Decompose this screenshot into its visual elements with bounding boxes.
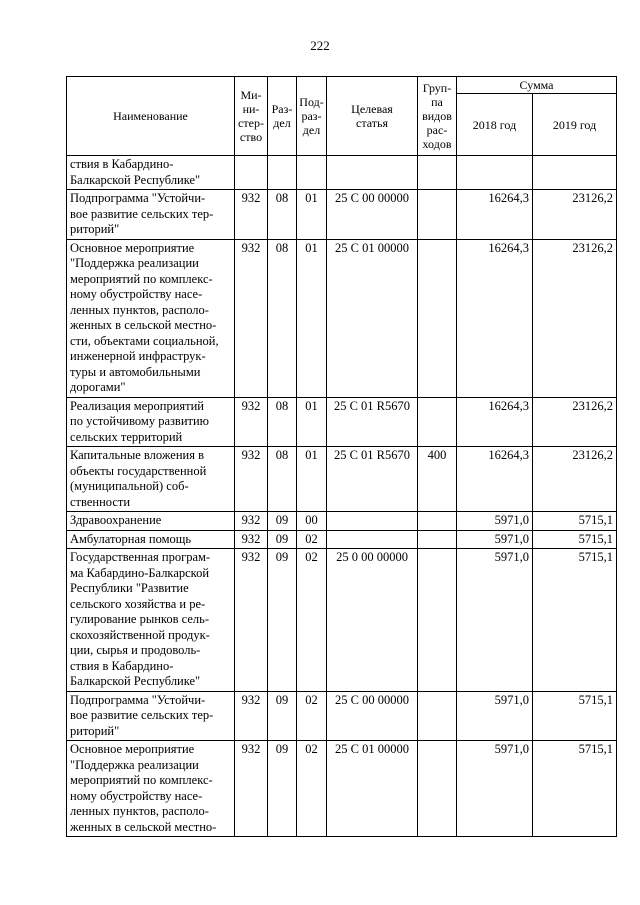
cell-name: Реализация мероприятий по устойчивому развитию сельских территорий xyxy=(67,397,235,447)
page-number: 222 xyxy=(310,38,330,53)
cell-group xyxy=(418,239,457,397)
cell-ministry: 932 xyxy=(235,549,268,692)
cell-2018: 16264,3 xyxy=(457,239,533,397)
cell-2019: 5715,1 xyxy=(533,549,617,692)
header-year-2019: 2019 год xyxy=(533,94,617,156)
table-row xyxy=(67,190,617,240)
header-year-2018: 2018 год xyxy=(457,94,533,156)
cell-2019: 5715,1 xyxy=(533,691,617,741)
cell-section: 08 xyxy=(268,447,297,512)
header-subsection: Под- раз- дел xyxy=(297,77,327,156)
cell-2019: 23126,2 xyxy=(533,239,617,397)
cell-2018 xyxy=(457,156,533,190)
cell-2019: 23126,2 xyxy=(533,190,617,240)
cell-target: 25 С 00 00000 xyxy=(327,691,418,741)
cell-name: Основное мероприятие "Поддержка реализации мероприятий по комплекс- ному обустройству насе- ленных пунктов, располо- женных в сельской местно- сти, объектами социальной, инженерной инфраструк- туры и автомобильными дорогами" xyxy=(67,239,235,397)
header-section: Раз- дел xyxy=(268,77,297,156)
cell-section: 09 xyxy=(268,530,297,549)
cell-2019: 5715,1 xyxy=(533,512,617,531)
cell-target: 25 С 01 R5670 xyxy=(327,397,418,447)
table-row xyxy=(67,239,617,397)
cell-section: 09 xyxy=(268,741,297,837)
cell-target xyxy=(327,512,418,531)
cell-target: 25 С 01 R5670 xyxy=(327,447,418,512)
cell-ministry: 932 xyxy=(235,239,268,397)
cell-subsection xyxy=(297,156,327,190)
cell-2019: 23126,2 xyxy=(533,447,617,512)
cell-2019: 5715,1 xyxy=(533,741,617,837)
cell-2018: 16264,3 xyxy=(457,397,533,447)
header-group: Груп- па видов рас- ходов xyxy=(418,77,457,156)
header-name: Наименование xyxy=(67,77,235,156)
cell-name: Амбулаторная помощь xyxy=(67,530,235,549)
table-row xyxy=(67,156,617,190)
cell-name: ствия в Кабардино- Балкарской Республике" xyxy=(67,156,235,190)
cell-subsection: 02 xyxy=(297,530,327,549)
cell-group xyxy=(418,397,457,447)
cell-group xyxy=(418,156,457,190)
cell-2018: 5971,0 xyxy=(457,512,533,531)
cell-section: 09 xyxy=(268,691,297,741)
cell-group xyxy=(418,512,457,531)
cell-ministry: 932 xyxy=(235,691,268,741)
cell-name: Основное мероприятие "Поддержка реализации мероприятий по комплекс- ному обустройству насе- ленных пунктов, располо- женных в сельской местно- xyxy=(67,741,235,837)
cell-group: 400 xyxy=(418,447,457,512)
cell-2019 xyxy=(533,156,617,190)
cell-2018: 5971,0 xyxy=(457,530,533,549)
cell-group xyxy=(418,549,457,692)
cell-target: 25 0 00 00000 xyxy=(327,549,418,692)
cell-2018: 16264,3 xyxy=(457,447,533,512)
cell-group xyxy=(418,190,457,240)
cell-section: 09 xyxy=(268,549,297,692)
table-row xyxy=(67,549,617,692)
cell-subsection: 01 xyxy=(297,447,327,512)
cell-target: 25 С 00 00000 xyxy=(327,190,418,240)
cell-name: Подпрограмма "Устойчи- вое развитие сельских тер- риторий" xyxy=(67,691,235,741)
header-target: Целевая статья xyxy=(327,77,418,156)
cell-group xyxy=(418,741,457,837)
cell-target xyxy=(327,156,418,190)
cell-section: 08 xyxy=(268,397,297,447)
cell-subsection: 01 xyxy=(297,239,327,397)
cell-name: Государственная програм- ма Кабардино-Балкарской Республики "Развитие сельского хозяйства и ре- гулирование рынков сель- скохозяйственной продук- ции, сырья и продоволь- ствия в Кабардино- Балкарской Республике" xyxy=(67,549,235,692)
cell-subsection: 01 xyxy=(297,397,327,447)
cell-2018: 5971,0 xyxy=(457,549,533,692)
cell-ministry: 932 xyxy=(235,190,268,240)
table-row xyxy=(67,447,617,512)
cell-ministry: 932 xyxy=(235,447,268,512)
cell-name: Капитальные вложения в объекты государственной (муниципальной) соб- ственности xyxy=(67,447,235,512)
cell-2018: 16264,3 xyxy=(457,190,533,240)
cell-subsection: 01 xyxy=(297,190,327,240)
cell-ministry: 932 xyxy=(235,397,268,447)
cell-target: 25 С 01 00000 xyxy=(327,741,418,837)
cell-name: Подпрограмма "Устойчи- вое развитие сельских тер- риторий" xyxy=(67,190,235,240)
cell-section: 08 xyxy=(268,239,297,397)
table-row xyxy=(67,397,617,447)
cell-ministry xyxy=(235,156,268,190)
cell-ministry: 932 xyxy=(235,530,268,549)
table-row xyxy=(67,530,617,549)
header-ministry: Ми- ни- стер- ство xyxy=(235,77,268,156)
cell-2018: 5971,0 xyxy=(457,691,533,741)
cell-target: 25 С 01 00000 xyxy=(327,239,418,397)
cell-2019: 23126,2 xyxy=(533,397,617,447)
cell-subsection: 02 xyxy=(297,691,327,741)
cell-subsection: 02 xyxy=(297,549,327,692)
header-sum: Сумма xyxy=(457,77,617,94)
cell-group xyxy=(418,530,457,549)
cell-ministry: 932 xyxy=(235,512,268,531)
cell-section: 08 xyxy=(268,190,297,240)
table-row xyxy=(67,741,617,837)
cell-group xyxy=(418,691,457,741)
cell-2019: 5715,1 xyxy=(533,530,617,549)
cell-target xyxy=(327,530,418,549)
cell-2018: 5971,0 xyxy=(457,741,533,837)
cell-ministry: 932 xyxy=(235,741,268,837)
cell-section: 09 xyxy=(268,512,297,531)
table-row xyxy=(67,691,617,741)
cell-name: Здравоохранение xyxy=(67,512,235,531)
cell-subsection: 02 xyxy=(297,741,327,837)
cell-section xyxy=(268,156,297,190)
table-row xyxy=(67,512,617,531)
budget-table xyxy=(66,76,617,837)
cell-subsection: 00 xyxy=(297,512,327,531)
